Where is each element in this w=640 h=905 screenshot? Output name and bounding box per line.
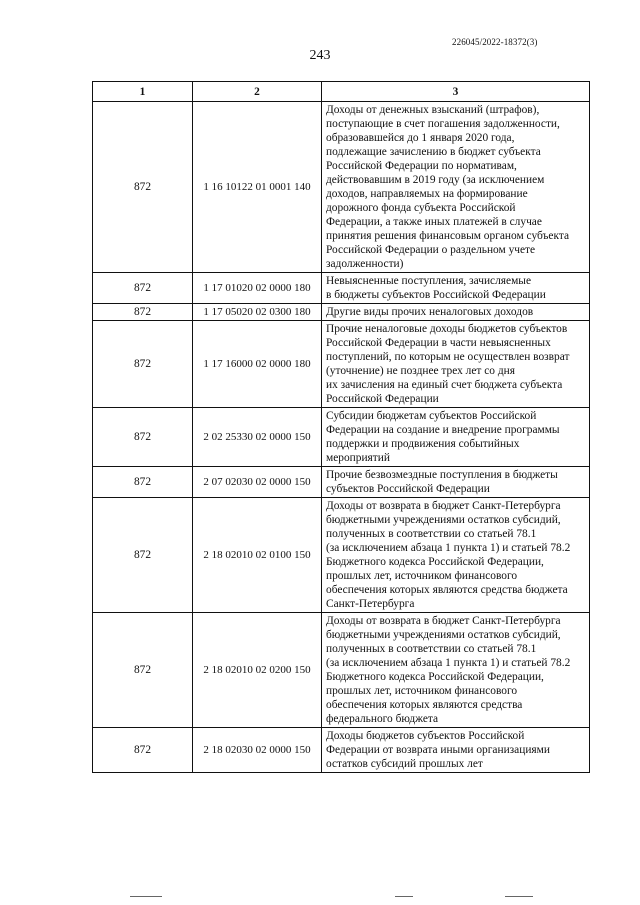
description-line: их зачисления на единый счет бюджета субъекта <box>326 379 563 391</box>
description-line: доходов, направляемых на формирование <box>326 188 528 200</box>
table-body <box>93 102 590 773</box>
description-line: мероприятий <box>326 452 390 464</box>
table-header-row <box>93 82 590 102</box>
description-line: Санкт-Петербурга <box>326 598 415 610</box>
revenue-description-cell <box>322 498 590 613</box>
description-line: Субсидии бюджетам субъектов Российской <box>326 410 537 422</box>
table-row <box>93 498 590 613</box>
revenue-code-cell: 2 02 25330 02 0000 150 <box>193 408 322 467</box>
revenue-code-cell: 1 17 05020 02 0300 180 <box>193 304 322 321</box>
admin-code-cell: 872 <box>93 408 193 467</box>
description-line: остатков субсидий прошлых лет <box>326 758 483 770</box>
admin-code-cell: 872 <box>93 321 193 408</box>
column-header-3: 3 <box>322 82 590 102</box>
description-line: Российской Федерации о раздельном учете <box>326 244 536 256</box>
column-header-1: 1 <box>93 82 193 102</box>
description-line: образовавшейся до 1 января 2020 года, <box>326 132 515 144</box>
table-row <box>93 613 590 728</box>
description-line: Российской Федерации по нормативам, <box>326 160 517 172</box>
revenue-description-cell <box>322 467 590 498</box>
table-row <box>93 321 590 408</box>
description-line: подлежащие зачислению в бюджет субъекта <box>326 146 541 158</box>
description-line: Федерации на создание и внедрение программы <box>326 424 560 436</box>
description-line: поддержки и продвижения событийных <box>326 438 520 450</box>
revenue-description-cell <box>322 304 590 321</box>
page-number: 243 <box>309 48 331 63</box>
admin-code-cell: 872 <box>93 467 193 498</box>
footer-scan-marks <box>110 896 580 902</box>
description-line: поступлений, по которым не осуществлен возврат <box>326 351 570 363</box>
revenue-code-cell: 2 18 02030 02 0000 150 <box>193 728 322 773</box>
revenue-description-cell <box>322 321 590 408</box>
description-line: Бюджетного кодекса Российской Федерации, <box>326 556 544 568</box>
description-line: Доходы от возврата в бюджет Санкт-Петербурга <box>326 500 561 512</box>
description-line: поступающие в счет погашения задолженности, <box>326 118 560 130</box>
description-line: бюджетными учреждениями остатков субсидий, <box>326 514 561 526</box>
column-header-2: 2 <box>193 82 322 102</box>
revenue-description-cell <box>322 408 590 467</box>
description-line: Прочие неналоговые доходы бюджетов субъектов <box>326 323 568 335</box>
description-line: Прочие безвозмездные поступления в бюджеты <box>326 469 558 481</box>
document-registration-number: 226045/2022-18372(3) <box>452 37 538 47</box>
description-line: полученных в соответствии со статьей 78.1 <box>326 643 537 655</box>
revenue-classification-table <box>92 81 590 773</box>
revenue-code-cell: 2 07 02030 02 0000 150 <box>193 467 322 498</box>
description-line: Российской Федерации в части невыясненных <box>326 337 551 349</box>
description-line: (за исключением абзаца 1 пункта 1) и статьей 78.2 <box>326 542 571 554</box>
description-line: субъектов Российской Федерации <box>326 483 490 495</box>
description-line: Доходы бюджетов субъектов Российской <box>326 730 525 742</box>
revenue-description-cell <box>322 613 590 728</box>
description-line: Невыясненные поступления, зачисляемые <box>326 275 531 287</box>
admin-code-cell: 872 <box>93 273 193 304</box>
description-line: бюджетными учреждениями остатков субсидий, <box>326 629 561 641</box>
revenue-description-cell <box>322 273 590 304</box>
table-row <box>93 728 590 773</box>
description-line: Российской Федерации <box>326 393 439 405</box>
admin-code-cell: 872 <box>93 498 193 613</box>
description-line: федерального бюджета <box>326 713 439 725</box>
table-row <box>93 102 590 273</box>
description-line: Доходы от возврата в бюджет Санкт-Петербурга <box>326 615 561 627</box>
description-line: (за исключением абзаца 1 пункта 1) и статьей 78.2 <box>326 657 571 669</box>
admin-code-cell: 872 <box>93 304 193 321</box>
description-line: прошлых лет, источником финансового <box>326 685 518 697</box>
description-line: обеспечения которых являются средства бюджета <box>326 584 568 596</box>
revenue-code-cell: 1 17 01020 02 0000 180 <box>193 273 322 304</box>
table-row <box>93 273 590 304</box>
table-row <box>93 467 590 498</box>
description-line: прошлых лет, источником финансового <box>326 570 518 582</box>
description-line: (уточнение) не позднее трех лет со дня <box>326 365 515 377</box>
revenue-description-cell <box>322 102 590 273</box>
description-line: обеспечения которых являются средства <box>326 699 523 711</box>
revenue-code-cell: 2 18 02010 02 0100 150 <box>193 498 322 613</box>
table-row <box>93 304 590 321</box>
description-line: действовавшим в 2019 году (за исключением <box>326 174 545 186</box>
revenue-description-cell <box>322 728 590 773</box>
admin-code-cell: 872 <box>93 613 193 728</box>
description-line: дорожного фонда субъекта Российской <box>326 202 516 214</box>
revenue-code-cell: 1 16 10122 01 0001 140 <box>193 102 322 273</box>
description-line: Доходы от денежных взысканий (штрафов), <box>326 104 540 116</box>
description-line: в бюджеты субъектов Российской Федерации <box>326 289 546 301</box>
description-line: Другие виды прочих неналоговых доходов <box>326 306 534 318</box>
table-row <box>93 408 590 467</box>
description-line: Федерации от возврата иными организациями <box>326 744 550 756</box>
description-line: Бюджетного кодекса Российской Федерации, <box>326 671 544 683</box>
description-line: принятия решения финансовым органом субъекта <box>326 230 570 242</box>
revenue-code-cell: 1 17 16000 02 0000 180 <box>193 321 322 408</box>
revenue-code-cell: 2 18 02010 02 0200 150 <box>193 613 322 728</box>
admin-code-cell: 872 <box>93 102 193 273</box>
description-line: задолженности) <box>326 258 404 270</box>
description-line: полученных в соответствии со статьей 78.1 <box>326 528 537 540</box>
admin-code-cell: 872 <box>93 728 193 773</box>
description-line: Федерации, а также иных платежей в случае <box>326 216 542 228</box>
